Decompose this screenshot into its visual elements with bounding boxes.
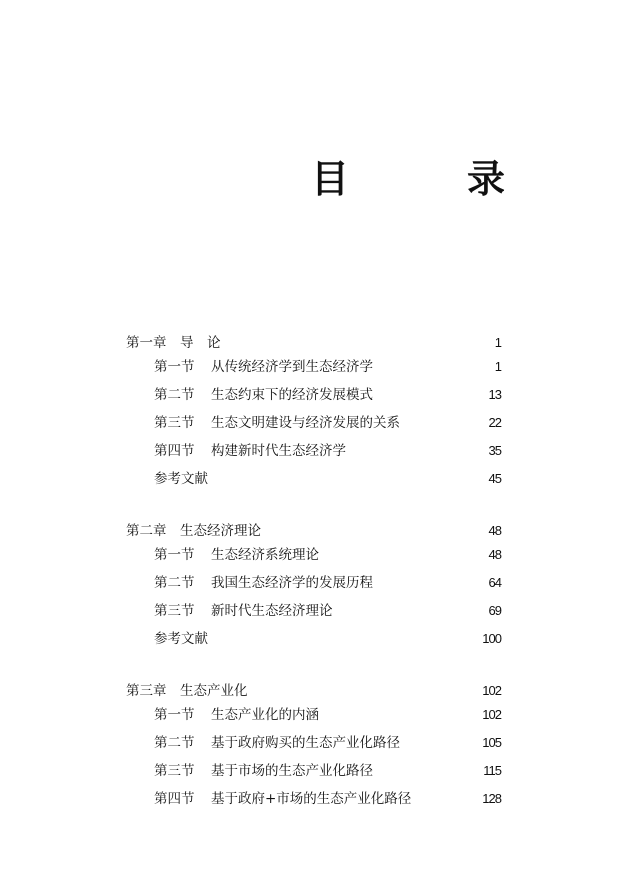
page-number: 13 (488, 387, 501, 402)
toc-section[interactable] (126, 546, 501, 574)
references-name: 参考文献 (154, 471, 208, 487)
section-label: 第二节 (154, 735, 195, 751)
toc-chapter-2[interactable] (126, 522, 501, 546)
chapter-gap (126, 498, 501, 522)
page-number: 1 (494, 335, 501, 350)
chapter-name: 生态经济理论 (180, 523, 261, 539)
page-number: 102 (482, 707, 501, 722)
section-label: 第三节 (154, 603, 195, 619)
section-label: 第三节 (154, 763, 195, 779)
page-number: 45 (488, 471, 501, 486)
chapter-label: 第一章 (126, 335, 167, 351)
section-label: 第四节 (154, 791, 195, 807)
section-name: 生态约束下的经济发展模式 (211, 387, 373, 403)
toc-section[interactable] (126, 386, 501, 414)
section-name: 基于政府+市场的生态产业化路径 (211, 791, 412, 807)
section-label: 第三节 (154, 415, 195, 431)
section-label: 第一节 (154, 707, 195, 723)
page-number: 100 (482, 631, 501, 646)
section-name: 基于政府购买的生态产业化路径 (211, 735, 400, 751)
page-title: 目 录 (310, 156, 545, 201)
section-label: 第二节 (154, 575, 195, 591)
section-name: 我国生态经济学的发展历程 (211, 575, 373, 591)
toc-section[interactable] (126, 734, 501, 762)
chapter-gap (126, 658, 501, 682)
page-number: 48 (488, 547, 501, 562)
section-label: 第一节 (154, 547, 195, 563)
page-number: 35 (488, 443, 501, 458)
toc-section[interactable] (126, 762, 501, 790)
toc-section[interactable] (126, 414, 501, 442)
page-number: 102 (482, 683, 501, 698)
toc-section[interactable] (126, 790, 501, 818)
section-name: 从传统经济学到生态经济学 (211, 359, 373, 375)
section-name: 生态文明建设与经济发展的关系 (211, 415, 400, 431)
page-number: 69 (488, 603, 501, 618)
chapter-name: 导 论 (180, 335, 221, 351)
page-number: 105 (482, 735, 501, 750)
chapter-label: 第二章 (126, 523, 167, 539)
section-label: 第一节 (154, 359, 195, 375)
page-number: 48 (488, 523, 501, 538)
page-number: 115 (483, 763, 501, 778)
section-name: 生态经济系统理论 (211, 547, 319, 563)
toc-section[interactable] (126, 706, 501, 734)
section-label: 第四节 (154, 443, 195, 459)
page-number: 128 (482, 791, 501, 806)
toc-references[interactable] (126, 470, 501, 498)
toc-section[interactable] (126, 442, 501, 470)
toc-section[interactable] (126, 358, 501, 386)
section-label: 第二节 (154, 387, 195, 403)
chapter-label: 第三章 (126, 683, 167, 699)
page-number: 64 (488, 575, 501, 590)
toc-chapter-1[interactable] (126, 334, 501, 358)
page-number: 1 (494, 359, 501, 374)
section-name: 构建新时代生态经济学 (211, 443, 346, 459)
chapter-name: 生态产业化 (180, 683, 248, 699)
section-name: 新时代生态经济理论 (211, 603, 333, 619)
toc-section[interactable] (126, 602, 501, 630)
page-number: 22 (488, 415, 501, 430)
toc-chapter-3[interactable] (126, 682, 501, 706)
table-of-contents (126, 334, 501, 818)
section-name: 生态产业化的内涵 (211, 707, 319, 723)
references-name: 参考文献 (154, 631, 208, 647)
toc-references[interactable] (126, 630, 501, 658)
section-name: 基于市场的生态产业化路径 (211, 763, 373, 779)
toc-section[interactable] (126, 574, 501, 602)
